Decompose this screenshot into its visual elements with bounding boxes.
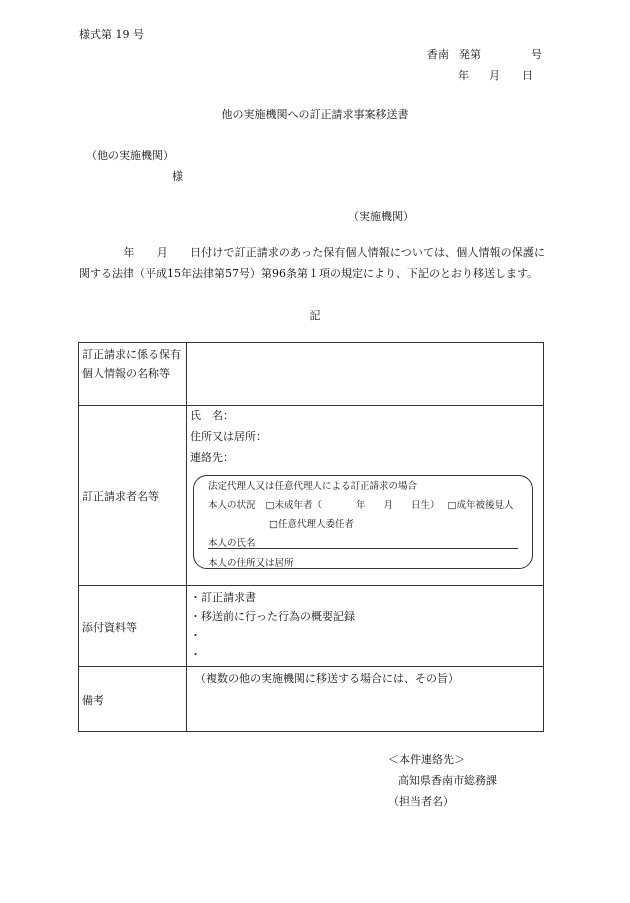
row-label-attachments: 添付資料等 bbox=[79, 586, 187, 667]
contact-heading: ＜本件連絡先＞ bbox=[388, 753, 465, 766]
list-item: ・移送前に行った行為の概要記録 bbox=[190, 610, 355, 623]
body-text: 年 月 日付けで訂正請求のあった保有個人情報については、個人情報の保護に関する法律（平成15年法律第57号）第96条第１項の規定により、下記のとおり移送します。 bbox=[79, 246, 545, 280]
document-title: 他の実施機関への訂正請求事案移送書 bbox=[221, 108, 409, 121]
list-item[interactable]: ・ bbox=[190, 648, 201, 661]
row-label-info-name: 訂正請求に係る保有個人情報の名称等 bbox=[79, 343, 187, 406]
delegate-checkbox[interactable]: □任意代理人委任者 bbox=[269, 519, 354, 530]
date-year: 年 bbox=[458, 69, 469, 82]
remarks-text: （複数の他の実施機関に移送する場合には、その旨） bbox=[195, 672, 459, 685]
ward-checkbox[interactable]: □成年被後見人 bbox=[447, 500, 514, 511]
minor-checkbox[interactable]: □未成年者（ bbox=[265, 500, 322, 511]
date-month: 月 bbox=[489, 69, 500, 82]
attachments-list bbox=[187, 588, 543, 664]
ki-heading: 記 bbox=[309, 309, 321, 322]
status-label: 本人の状況 bbox=[208, 500, 256, 511]
table-row bbox=[79, 586, 544, 667]
attachments-cell bbox=[187, 586, 544, 667]
form-number: 様式第 19 号 bbox=[79, 28, 144, 41]
recipient-agency: （他の実施機関） bbox=[86, 149, 174, 162]
table-row bbox=[79, 667, 544, 732]
contact-department: 高知県香南市総務課 bbox=[398, 774, 497, 787]
row-label-remarks: 備考 bbox=[79, 667, 187, 732]
issue-mid: 発第 bbox=[459, 48, 481, 61]
contact-person: （担当者名） bbox=[388, 795, 454, 808]
sender-agency: （実施機関） bbox=[348, 210, 414, 223]
proxy-status-line bbox=[208, 497, 514, 511]
requester-address-field[interactable]: 住所又は居所： bbox=[190, 430, 267, 443]
remarks-cell[interactable] bbox=[187, 667, 544, 732]
requester-contact-field[interactable]: 連絡先： bbox=[190, 451, 234, 464]
list-item[interactable]: ・ bbox=[190, 629, 201, 642]
date-line bbox=[458, 67, 533, 83]
birth-year: 年 bbox=[356, 500, 366, 511]
issue-suffix: 号 bbox=[531, 48, 542, 61]
proxy-title: 法定代理人又は任意代理人による訂正請求の場合 bbox=[208, 481, 418, 492]
table-row bbox=[79, 406, 544, 586]
list-item: ・訂正請求書 bbox=[190, 591, 256, 604]
requester-name-field[interactable]: 氏 名： bbox=[190, 409, 234, 422]
requester-cell bbox=[187, 406, 544, 586]
info-name-cell[interactable] bbox=[187, 343, 544, 406]
issue-prefix: 香南 bbox=[427, 48, 449, 61]
birth-day: 日生） bbox=[411, 500, 440, 511]
birth-month: 月 bbox=[383, 500, 394, 511]
row-label-requester: 訂正請求者名等 bbox=[79, 406, 187, 586]
proxy-request-box bbox=[193, 475, 533, 569]
person-address-field[interactable]: 本人の住所又は居所 bbox=[208, 555, 518, 569]
date-day: 日 bbox=[522, 69, 533, 82]
issue-number-line bbox=[427, 46, 542, 62]
recipient-honorific: 様 bbox=[172, 170, 183, 183]
table-row bbox=[79, 343, 544, 406]
transfer-table bbox=[78, 342, 544, 732]
person-name-field[interactable]: 本人の氏名 bbox=[208, 535, 518, 549]
